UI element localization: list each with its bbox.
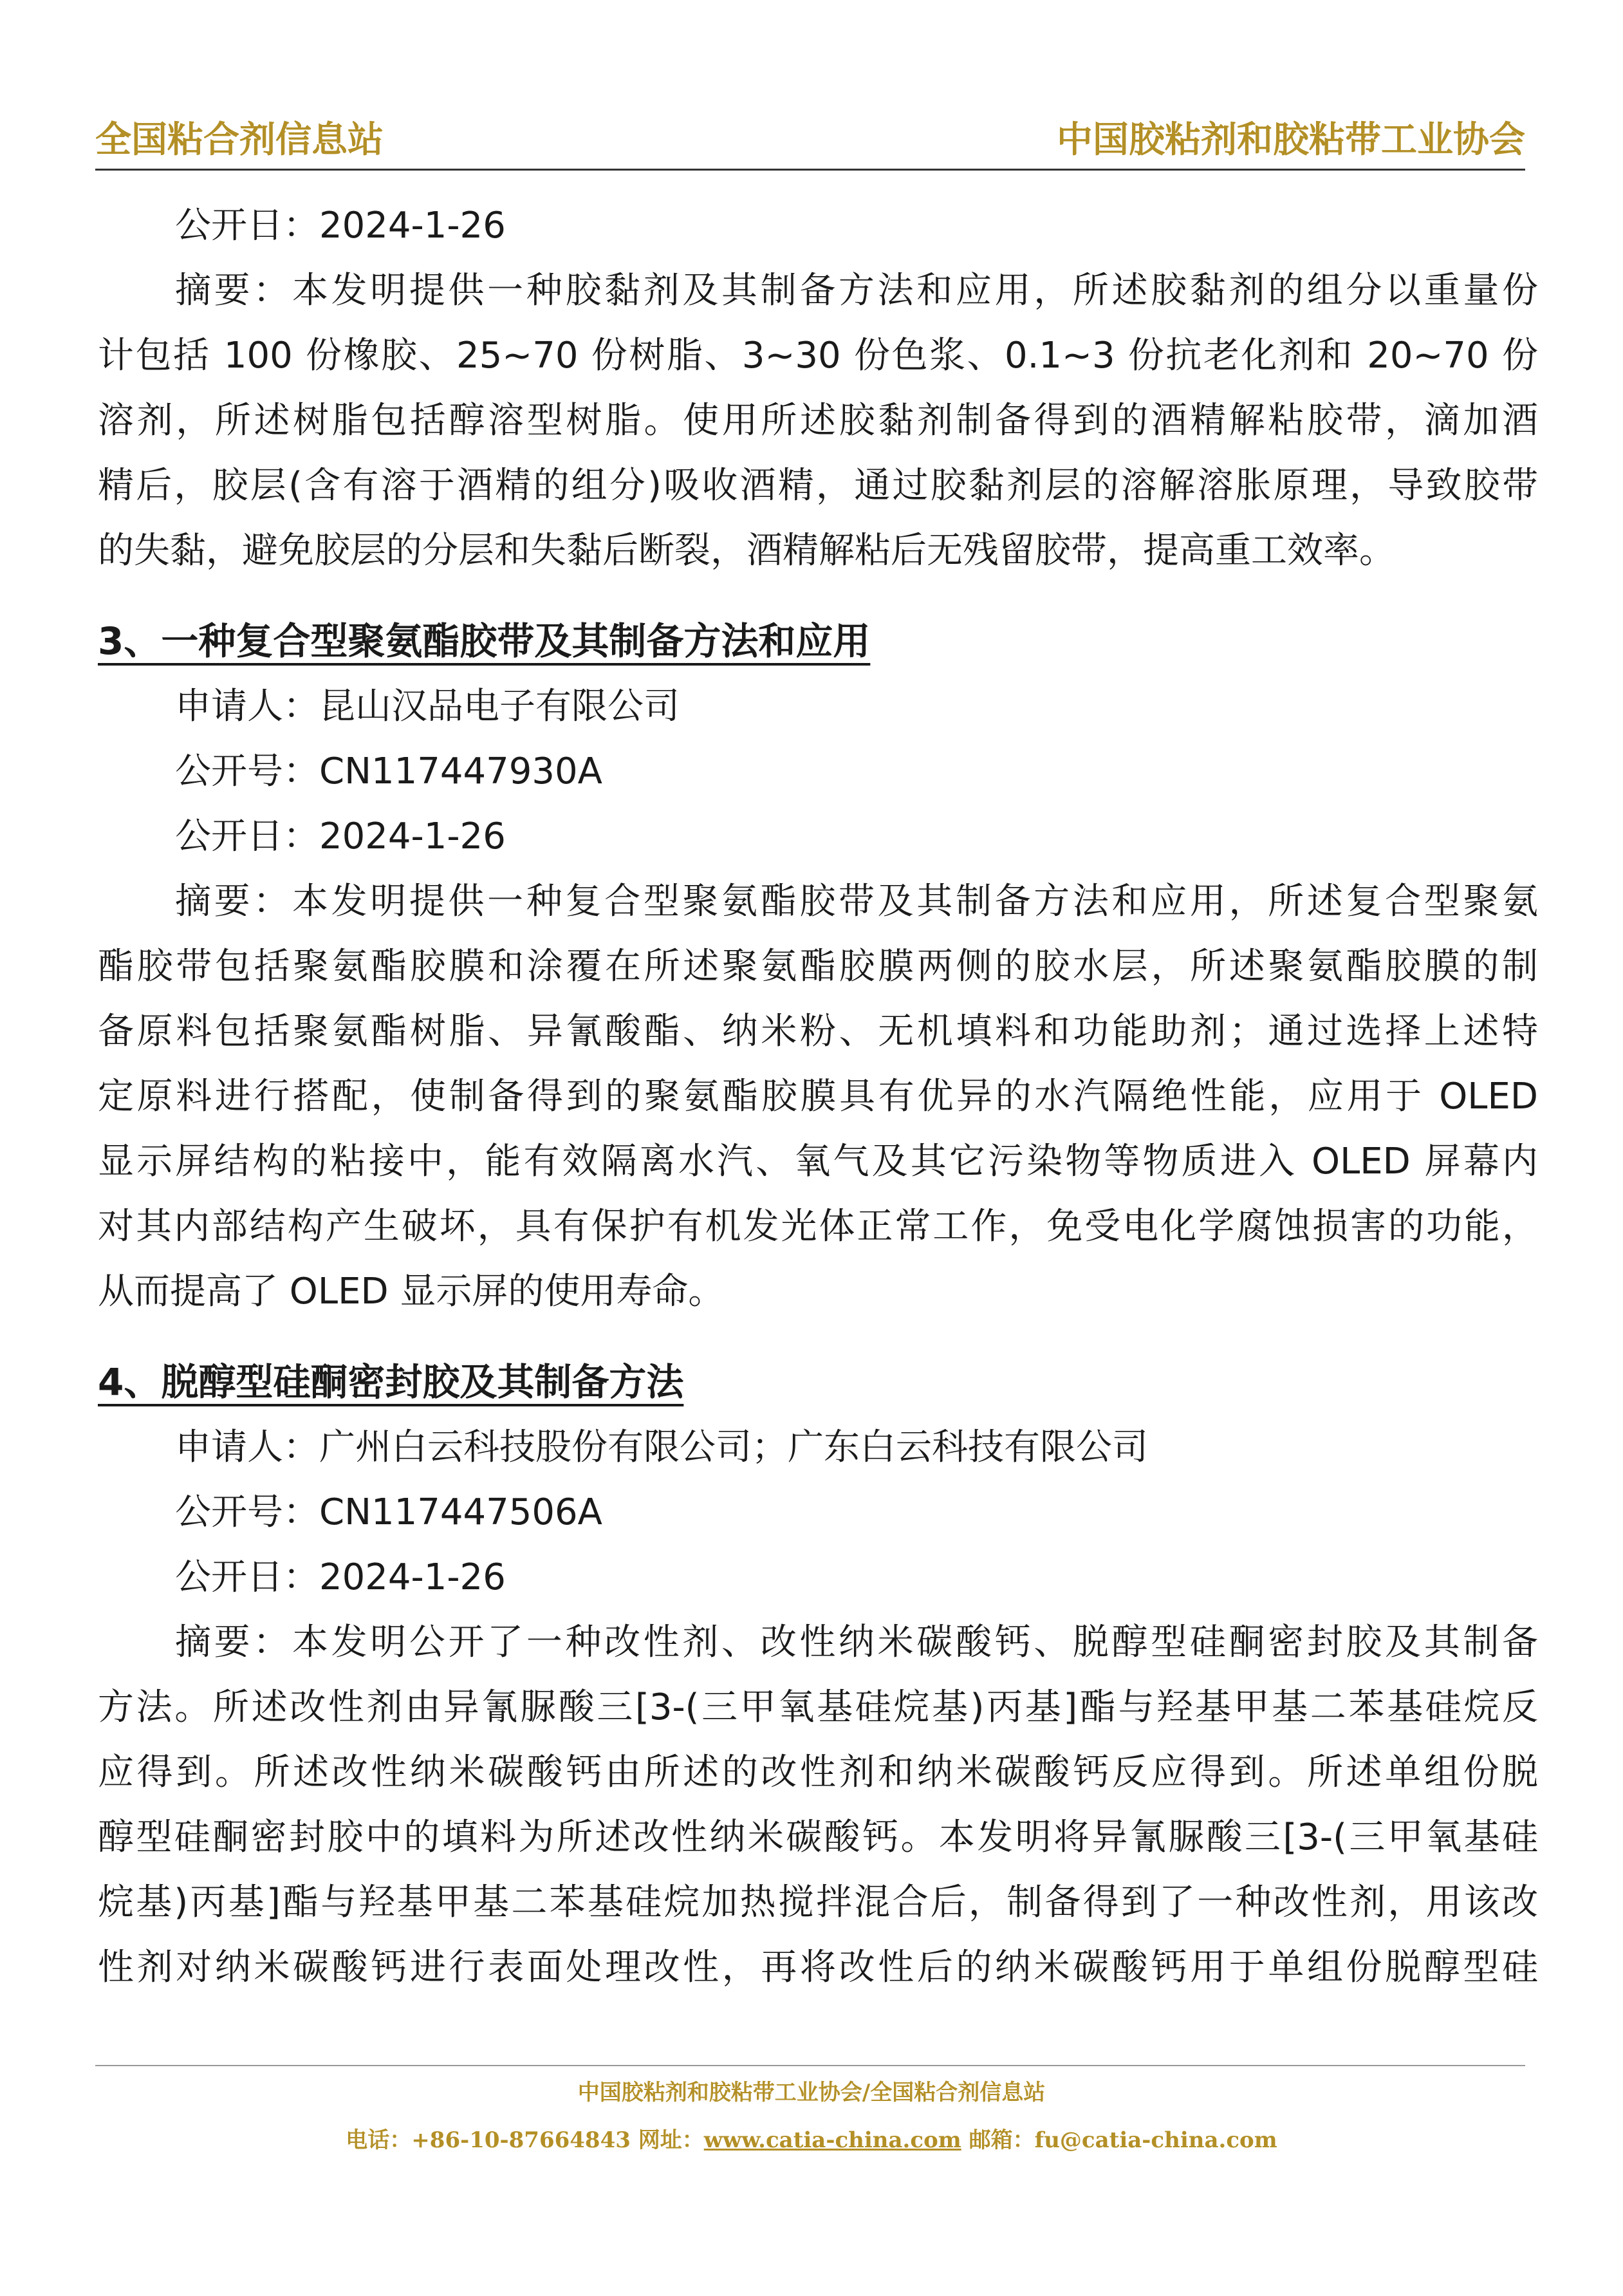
abstract-line: 溶剂，所述树脂包括醇溶型树脂。使用所述胶黏剂制备得到的酒精解粘胶带，滴加酒 bbox=[98, 400, 1538, 442]
patent-item-4 bbox=[98, 1350, 1538, 2000]
patent-item-3 bbox=[98, 609, 1538, 1324]
applicant-line: 申请人：广州白云科技股份有限公司；广东白云科技有限公司 bbox=[175, 1426, 1148, 1468]
item-2-continuation bbox=[98, 193, 1538, 583]
footer-divider bbox=[95, 2065, 1525, 2066]
abstract-line: 备原料包括聚氨酯树脂、异氰酸酯、纳米粉、无机填料和功能助剂；通过选择上述特 bbox=[98, 1011, 1538, 1052]
pub-date-line: 公开日：2024-1-26 bbox=[175, 816, 506, 857]
abstract-line: 显示屏结构的粘接中，能有效隔离水汽、氧气及其它污染物等物质进入 OLED 屏幕内 bbox=[98, 1141, 1538, 1182]
applicant-line: 申请人：昆山汉品电子有限公司 bbox=[175, 686, 680, 727]
abstract-line: 性剂对纳米碳酸钙进行表面处理改性，再将改性后的纳米碳酸钙用于单组份脱醇型硅 bbox=[98, 1946, 1538, 1988]
abstract-paragraph bbox=[98, 1610, 1538, 2000]
abstract-line: 定原料进行搭配，使制备得到的聚氨酯胶膜具有优异的水汽隔绝性能，应用于 OLED bbox=[98, 1076, 1538, 1117]
abstract-paragraph bbox=[98, 869, 1538, 1324]
footer-website-link[interactable]: www.catia-china.com bbox=[703, 2127, 961, 2153]
abstract-line: 醇型硅酮密封胶中的填料为所述改性纳米碳酸钙。本发明将异氰脲酸三[3-(三甲氧基硅 bbox=[98, 1816, 1538, 1858]
pub-date-line: 公开日：2024-1-26 bbox=[175, 205, 506, 247]
abstract-line: 从而提高了 OLED 显示屏的使用寿命。 bbox=[98, 1271, 725, 1312]
pub-number-line: 公开号：CN117447930A bbox=[175, 751, 602, 792]
item-heading-text: 4、脱醇型硅酮密封胶及其制备方法 bbox=[98, 1360, 684, 1404]
header-association-name: 中国胶粘剂和胶粘带工业协会 bbox=[1057, 119, 1525, 161]
item-heading bbox=[98, 609, 1538, 674]
pub-date-line: 公开日：2024-1-26 bbox=[175, 1556, 506, 1598]
footer-organization: 中国胶粘剂和胶粘带工业协会/全国粘合剂信息站 bbox=[577, 2080, 1046, 2105]
footer-phone: 电话：+86-10-87664843 网址： bbox=[346, 2127, 704, 2153]
abstract-line: 烷基)丙基]酯与羟基甲基二苯基硅烷加热搅拌混合后，制备得到了一种改性剂，用该改 bbox=[98, 1881, 1538, 1923]
pub-number-line: 公开号：CN117447506A bbox=[175, 1491, 602, 1533]
item-heading-text: 3、一种复合型聚氨酯胶带及其制备方法和应用 bbox=[98, 619, 871, 663]
abstract-line: 应得到。所述改性纳米碳酸钙由所述的改性剂和纳米碳酸钙反应得到。所述单组份脱 bbox=[98, 1751, 1538, 1793]
header-divider bbox=[95, 169, 1525, 171]
footer-email: 邮箱：fu@catia-china.com bbox=[961, 2127, 1277, 2153]
abstract-line: 方法。所述改性剂由异氰脲酸三[3-(三甲氧基硅烷基)丙基]酯与羟基甲基二苯基硅烷反 bbox=[98, 1686, 1538, 1728]
abstract-line: 精后，胶层(含有溶于酒精的组分)吸收酒精，通过胶黏剂层的溶解溶胀原理，导致胶带 bbox=[98, 465, 1538, 507]
abstract-line: 摘要：本发明公开了一种改性剂、改性纳米碳酸钙、脱醇型硅酮密封胶及其制备 bbox=[175, 1621, 1538, 1663]
header-site-name: 全国粘合剂信息站 bbox=[95, 119, 384, 161]
abstract-line: 计包括 100 份橡胶、25~70 份树脂、3~30 份色浆、0.1~3 份抗老化剂和 20~70 份 bbox=[98, 335, 1538, 377]
abstract-line: 酯胶带包括聚氨酯胶膜和涂覆在所述聚氨酯胶膜两侧的胶水层，所述聚氨酯胶膜的制 bbox=[98, 946, 1538, 987]
abstract-paragraph bbox=[98, 258, 1538, 583]
abstract-line: 对其内部结构产生破坏，具有保护有机发光体正常工作，免受电化学腐蚀损害的功能， bbox=[98, 1206, 1538, 1247]
abstract-line: 摘要：本发明提供一种复合型聚氨酯胶带及其制备方法和应用，所述复合型聚氨 bbox=[175, 881, 1538, 922]
footer-contact bbox=[0, 2124, 1623, 2156]
document-body bbox=[98, 193, 1538, 2000]
item-heading bbox=[98, 1350, 1538, 1415]
abstract-line: 的失黏，避免胶层的分层和失黏后断裂，酒精解粘后无残留胶带，提高重工效率。 bbox=[98, 530, 1395, 572]
abstract-line: 摘要：本发明提供一种胶黏剂及其制备方法和应用，所述胶黏剂的组分以重量份 bbox=[175, 270, 1538, 312]
